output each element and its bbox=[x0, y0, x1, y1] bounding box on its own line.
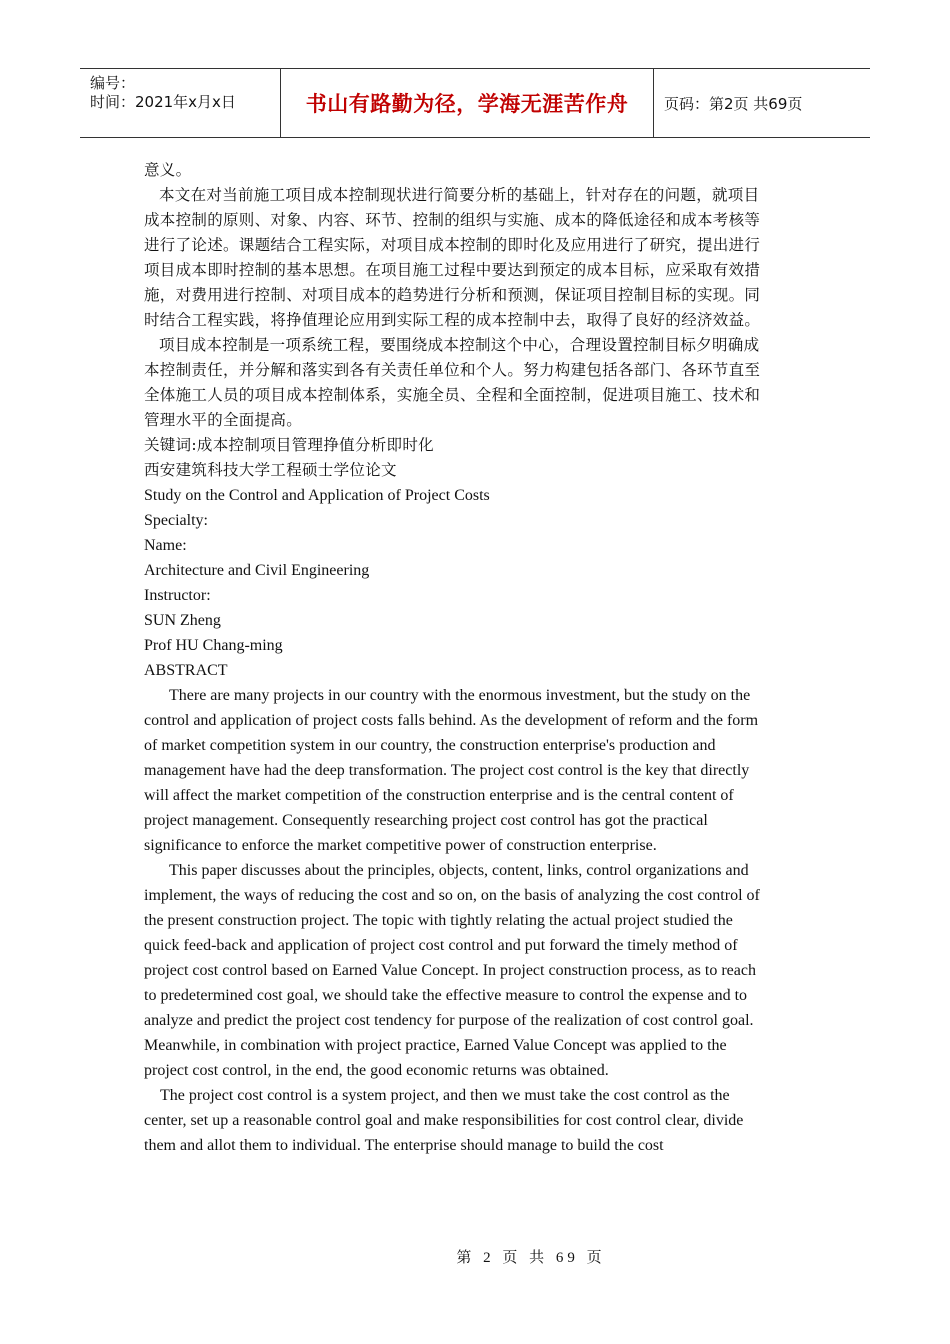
number-label: 编号： bbox=[90, 74, 136, 92]
university-line: 西安建筑科技大学工程硕士学位论文 bbox=[144, 461, 397, 479]
en-abstract-paragraph-1: There are many projects in our country with the enormous investment, but the study on the control and application of project costs falls behind. As the development of reform and the form of market competition system in our country, the construction enterprise's production and management have had the deep transformation. The project cost control is the key that directly will affect the market competition of the construction enterprise and is the central content of project management. Consequently researching project cost control has got the practical significance to enforce the market competitive power of construction enterprise. bbox=[144, 687, 759, 854]
zh-abstract-paragraph-1: 本文在对当前施工项目成本控制现状进行简要分析的基础上，针对存在的问题，就项目成本控制的原则、对象、内容、环节、控制的组织与实施、成本的降低途径和成本考核等进行了论述。课题结合工程实际，对项目成本控制的即时化及应用进行了研究，提出进行项目成本即时控制的基本思想。在项目施工过程中要达到预定的成本目标，应采取有效措施，对费用进行控制、对项目成本的趋势进行分析和预测，保证项目控制目标的实现。同时结合工程实践，将挣值理论应用到实际工程的成本控制中去，取得了良好的经济效益。 bbox=[144, 186, 761, 329]
page-footer bbox=[0, 1246, 950, 1267]
time-label: 时间：2021年x月x日 bbox=[90, 93, 236, 111]
document-body bbox=[144, 158, 769, 1158]
specialty-label: Specialty: bbox=[144, 512, 208, 529]
motto-text: 书山有路勤为径，学海无涯苦作舟 bbox=[305, 92, 629, 116]
page-header bbox=[80, 68, 870, 138]
keywords: 关键词:成本控制项目管理挣值分析即时化 bbox=[144, 436, 434, 454]
instructor-label: Instructor: bbox=[144, 587, 211, 604]
major-text: Architecture and Civil Engineering bbox=[144, 562, 370, 579]
author-name: SUN Zheng bbox=[144, 612, 221, 629]
header-meta-cell bbox=[80, 69, 281, 137]
english-title: Study on the Control and Application of Project Costs bbox=[144, 487, 490, 504]
header-page-info: 页码：第2页 共69页 bbox=[664, 94, 803, 113]
name-label: Name: bbox=[144, 537, 187, 554]
en-abstract-paragraph-3: The project cost control is a system project, and then we must take the cost control as the center, set up a reasonable control goal and make responsibilities for cost control clear, divide them and allot them to individual. The enterprise should manage to build the cost bbox=[144, 1087, 744, 1154]
abstract-heading: ABSTRACT bbox=[144, 662, 228, 679]
paragraph-continuation: 意义。 bbox=[144, 161, 192, 179]
professor-name: Prof HU Chang-ming bbox=[144, 637, 283, 654]
zh-abstract-paragraph-2: 项目成本控制是一项系统工程，要围绕成本控制这个中心，合理设置控制目标夕明确成本控制责任，并分解和落实到各有关责任单位和个人。努力构建包括各部门、各环节直至全体施工人员的项目成本控制体系，实施全员、全程和全面控制，促进项目施工、技术和管理水平的全面提高。 bbox=[144, 336, 761, 429]
footer-page-number: 第 2 页 共 69 页 bbox=[456, 1250, 606, 1266]
en-abstract-paragraph-2: This paper discusses about the principles, objects, content, links, control organizations and implement, the ways of reducing the cost and so on, on the basis of analyzing the cost control of the present construction project. The topic with tightly relating the actual project studied the quick feed-back and application of project cost control and put forward the timely method of project cost control based on Earned Value Concept. In project construction process, as to reach to predetermined cost goal, we should take the effective measure to control the expense and to analyze and predict the project cost tendency for purpose of the realization of cost control goal. Meanwhile, in combination with project practice, Earned Value Concept was applied to the project cost control, in the end, the good economic returns was obtained. bbox=[144, 862, 760, 1079]
header-motto-cell bbox=[281, 69, 654, 137]
